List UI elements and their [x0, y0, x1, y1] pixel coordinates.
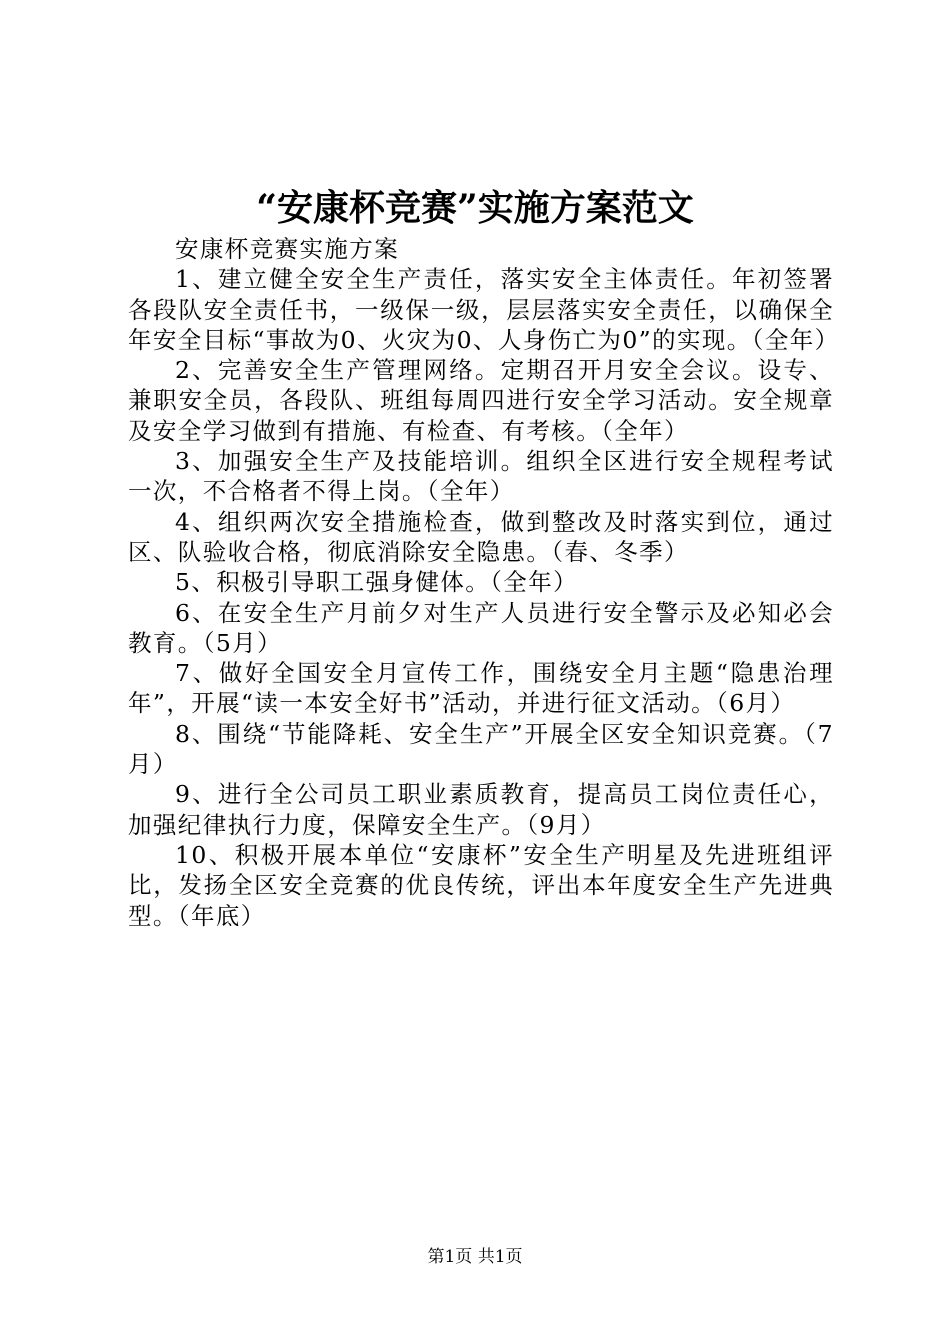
paragraph-item: 10、积极开展本单位“安康杯”安全生产明星及先进班组评比，发扬全区安全竞赛的优良传统，评出本年度安全生产先进典型。（年底）	[128, 840, 834, 930]
paragraph-item: 1、建立健全安全生产责任，落实安全主体责任。年初签署各段队安全责任书，一级保一级，层层落实安全责任，以确保全年安全目标“事故为0、火灾为0、人身伤亡为0”的实现。（全年）	[128, 265, 840, 354]
paragraph-item: 8、围绕“节能降耗、安全生产”开展全区安全知识竞赛。（7月）	[128, 719, 834, 779]
paragraph-item: 2、完善安全生产管理网络。定期召开月安全会议。设专、兼职安全员，各段队、班组每周四进行安全学习活动。安全规章及安全学习做到有措施、有检查、有考核。（全年）	[128, 356, 834, 445]
paragraph-item: 6、在安全生产月前夕对生产人员进行安全警示及必知必会教育。（5月）	[128, 598, 834, 657]
paragraph-item: 4、组织两次安全措施检查，做到整改及时落实到位，通过区、队验收合格，彻底消除安全隐患。（春、冬季）	[128, 507, 834, 566]
page-footer: 第1页 共1页	[427, 1247, 523, 1267]
paragraph-item: 3、加强安全生产及技能培训。组织全区进行安全规程考试一次，不合格者不得上岗。（全年）	[128, 447, 834, 506]
paragraph-item: 7、做好全国安全月宣传工作，围绕安全月主题“隐患治理年”，开展“读一本安全好书”活动，并进行征文活动。（6月）	[128, 659, 834, 718]
document-subtitle: 安康杯竞赛实施方案	[175, 235, 400, 263]
page-title: “安康杯竞赛”实施方案范文	[256, 187, 694, 229]
document-body	[128, 234, 840, 931]
paragraph-item: 5、积极引导职工强身健体。（全年）	[175, 568, 579, 597]
paragraph-item: 9、进行全公司员工职业素质教育，提高员工岗位责任心，加强纪律执行力度，保障安全生产。（9月）	[128, 780, 834, 839]
